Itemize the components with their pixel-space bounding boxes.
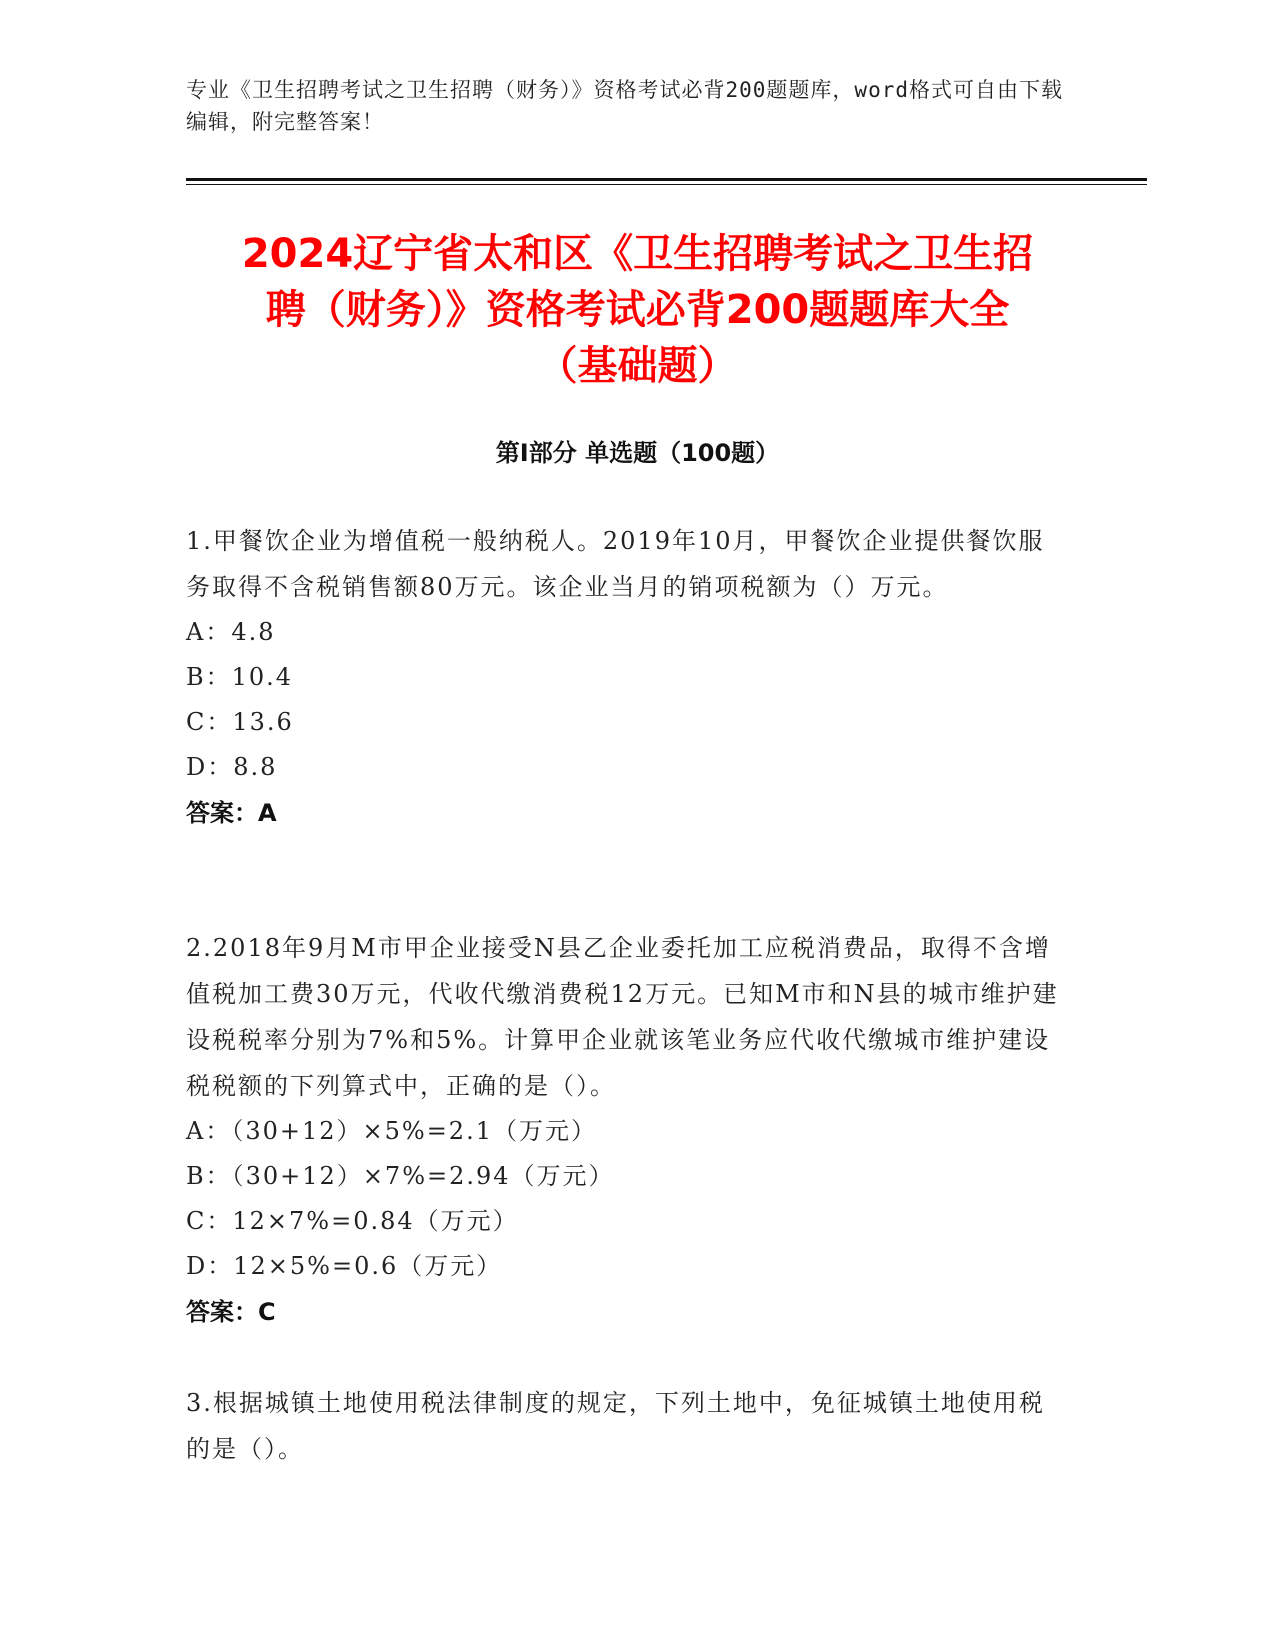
header-note: 专业《卫生招聘考试之卫生招聘（财务）》资格考试必背200题题库，word格式可自由下载编辑，附完整答案！ [186,78,1063,134]
title-line-3: （基础题） [537,343,738,389]
header-divider-thin [186,184,1147,185]
section-heading: 第Ⅰ部分 单选题（100题） [495,439,780,467]
option-b: B：（30+12）×7%=2.94（万元） [186,1162,615,1190]
option-c: C：13.6 [186,708,294,736]
question-stem: 3.根据城镇土地使用税法律制度的规定，下列土地中，免征城镇土地使用税的是（）。 [186,1389,1045,1463]
answer-label: 答案：C [186,1298,276,1326]
document-title [186,226,1089,394]
option-a: A：4.8 [186,618,276,646]
header-divider-thick [186,178,1147,181]
option-d: D：8.8 [186,753,278,781]
option-c: C：12×7%=0.84（万元） [186,1207,519,1235]
question-1 [186,518,1066,836]
option-b: B：10.4 [186,663,294,691]
title-line-1: 2024辽宁省太和区《卫生招聘考试之卫生招 [241,231,1034,277]
title-line-2: 聘（财务）》资格考试必背200题题库大全 [265,287,1010,333]
question-stem: 2.2018年9月M市甲企业接受N县乙企业委托加工应税消费品，取得不含增值税加工费30万元，代收代缴消费税12万元。已知M市和N县的城市维护建设税税率分别为7%和5%。计算甲企业就该笔业务应代收代缴城市维护建设税税额的下列算式中，正确的是（）。 [186,934,1059,1100]
question-stem: 1.甲餐饮企业为增值税一般纳税人。2019年10月，甲餐饮企业提供餐饮服务取得不含税销售额80万元。该企业当月的销项税额为（）万元。 [186,527,1045,601]
option-d: D：12×5%=0.6（万元） [186,1252,503,1280]
question-3 [186,1380,1066,1472]
option-a: A：（30+12）×5%=2.1（万元） [186,1117,597,1145]
answer-label: 答案：A [186,799,277,827]
question-2 [186,925,1066,1335]
